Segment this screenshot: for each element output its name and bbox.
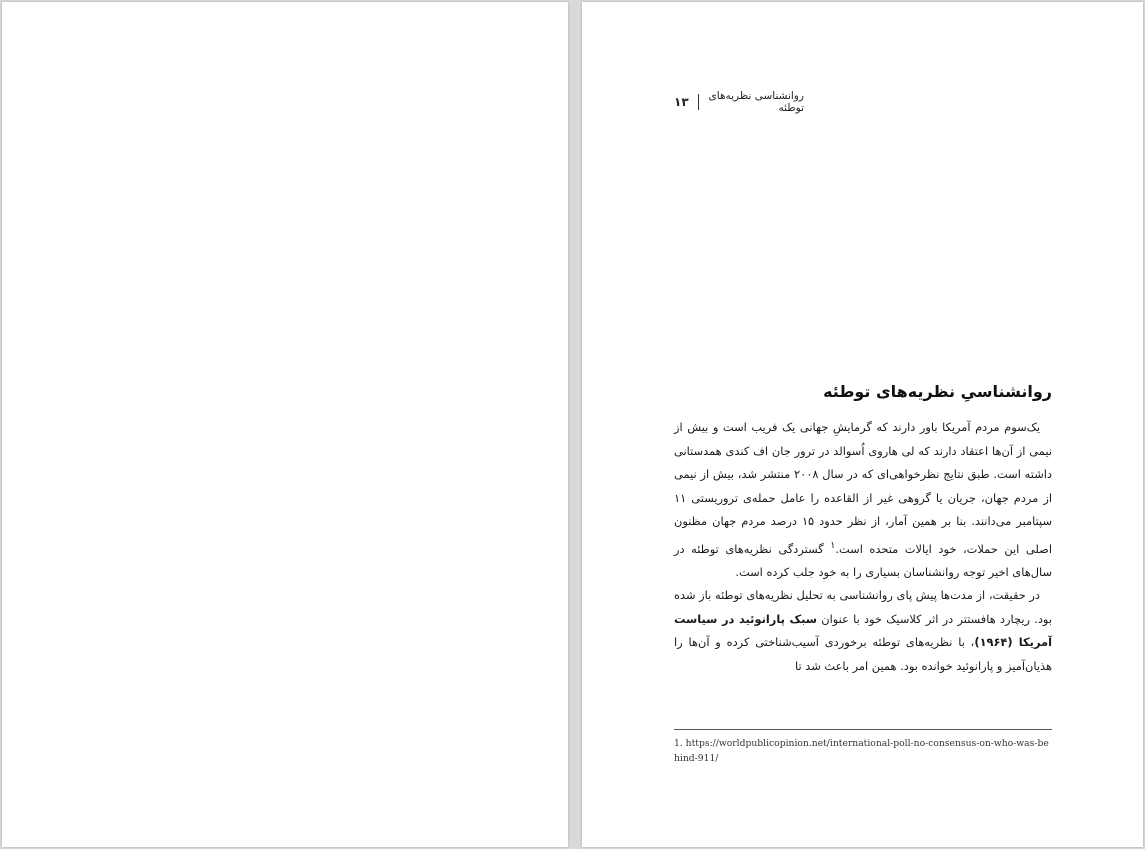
footnote-reference[interactable]: ۱ bbox=[830, 539, 836, 551]
paragraph-1-closing: گستردگی نظریه‌های توطئه در سال‌های اخیر توجه روانشناسان بسیاری را به خود جلب کرده است. bbox=[674, 541, 1052, 579]
paragraph-2 bbox=[674, 584, 1052, 678]
running-head-separator bbox=[698, 94, 699, 110]
page-number: ۱۳ bbox=[674, 95, 689, 109]
book-year: (۱۹۶۴) bbox=[974, 635, 1019, 650]
section-heading: روانشناسیِ نظریه‌های توطئه bbox=[823, 382, 1052, 401]
right-page bbox=[582, 2, 1143, 847]
blank-left-page bbox=[2, 2, 568, 847]
footnote-divider bbox=[674, 729, 1052, 730]
running-head bbox=[674, 92, 804, 112]
book-title: سبک پارانوئید در سیاست آمریکا bbox=[674, 611, 1052, 650]
paragraph-1 bbox=[674, 416, 1052, 584]
paragraph-2-intro: در حقیقت، از مدت‌ها پیش پای روانشناسی به تحلیل نظریه‌های توطئه باز شده بود. ریچارد هافستتر در اثر کلاسیک خود با عنوان bbox=[674, 588, 1052, 626]
body-text bbox=[674, 416, 1052, 678]
footnote[interactable]: 1. https://worldpublicopinion.net/international-poll-no-consensus-on-who-was-behind-911/ bbox=[674, 738, 1049, 764]
paragraph-2-rest: ، با نظریه‌های توطئه برخوردی آسیب‌شناختی کرده و آن‌ها را هذیان‌آمیز و پارانوئید خوانده بود. همین امر باعث شد تا bbox=[674, 635, 1052, 673]
paragraph-1-text: یک‌سوم مردم آمریکا باور دارند که گرمایشِ جهانی یک فریب است و بیش از نیمی از آن‌ها اعتقاد دارند که لی هاروی اُسوالد در ترور جان اف کندی همدستانی داشته است. طبق نتایج نظرخواهی‌ای که در سال ۲۰۰۸ منتشر شد، بیش از نیمی از مردم جهان، جریان یا گروهی غیر از القاعده را عامل حمله‌ی تروریستی ۱۱ سپتامبر می‌دانند. بنا بر همین آمار، از نظر حدود ۱۵ درصد مردم جهان مظنون اصلی این حملات، خود ایالات متحده است. bbox=[674, 420, 1052, 556]
running-head-title: روانشناسی نظریه‌های توطئه bbox=[708, 90, 804, 114]
